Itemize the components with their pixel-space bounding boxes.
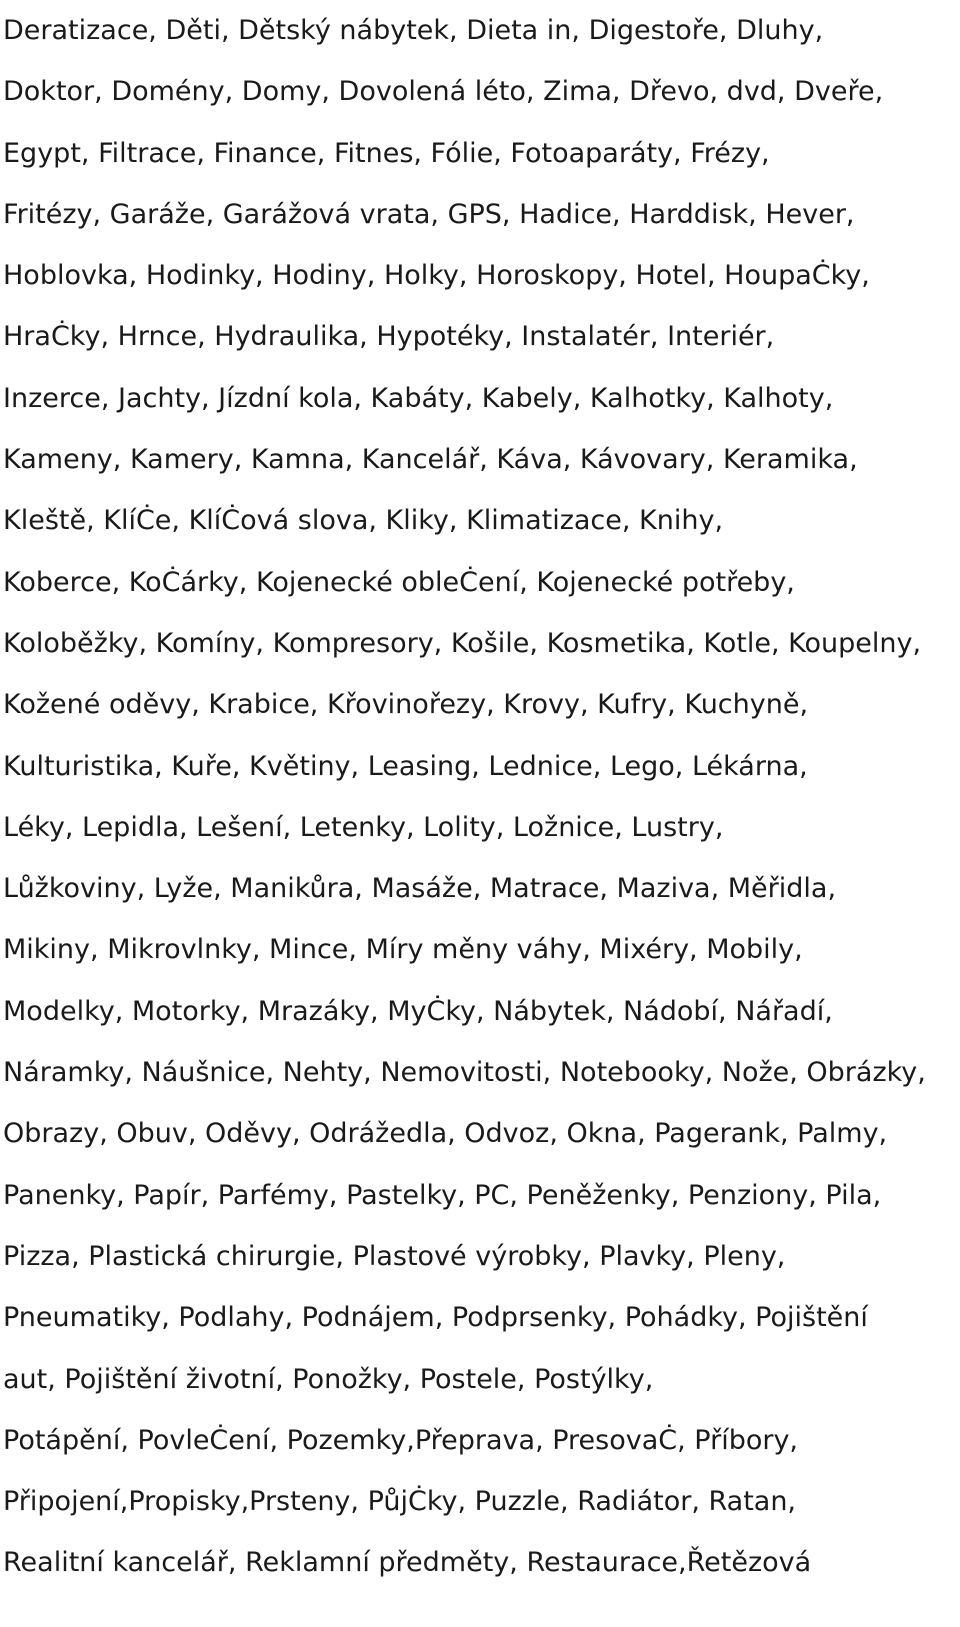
text-line: Koloběžky, Komíny, Kompresory, Košile, Kosmetika, Kotle, Koupelny, [3,627,922,659]
text-line: Pizza, Plastická chirurgie, Plastové výrobky, Plavky, Pleny, [3,1240,786,1272]
text-line: Kožené oděvy, Krabice, Křovinořezy, Krovy, Kufry, Kuchyně, [3,689,809,721]
text-line: Připojení,Propisky,Prsteny, PůjĊky, Puzzle, Radiátor, Ratan, [3,1486,797,1518]
text-line: HraĊky, Hrnce, Hydraulika, Hypotéky, Instalatér, Interiér, [3,321,775,353]
text-line: Deratizace, Děti, Dětský nábytek, Dieta in, Digestoře, Dluhy, [3,15,824,46]
text-line: Inzerce, Jachty, Jízdní kola, Kabáty, Kabely, Kalhotky, Kalhoty, [3,382,834,414]
text-line: Pneumatiky, Podlahy, Podnájem, Podprsenky, Pohádky, Pojištění [3,1302,868,1334]
document-body [3,0,958,1594]
text-line: Kleště, KlíĊe, KlíĊová slova, Kliky, Klimatizace, Knihy, [3,505,724,537]
text-line: Obrazy, Obuv, Oděvy, Odrážedla, Odvoz, Okna, Pagerank, Palmy, [3,1118,888,1150]
text-line: Doktor, Domény, Domy, Dovolená léto, Zima, Dřevo, dvd, Dveře, [3,76,884,108]
text-line: Egypt, Filtrace, Finance, Fitnes, Fólie, Fotoaparáty, Frézy, [3,137,770,169]
text-line: Lůžkoviny, Lyže, Manikůra, Masáže, Matrace, Maziva, Měřidla, [3,873,837,905]
text-line: Panenky, Papír, Parfémy, Pastelky, PC, Peněženky, Penziony, Pila, [3,1179,882,1211]
text-line: Kameny, Kamery, Kamna, Kancelář, Káva, Kávovary, Keramika, [3,444,858,476]
text-line: Koberce, KoĊárky, Kojenecké obleĊení, Kojenecké potřeby, [3,566,795,598]
text-line: Fritézy, Garáže, Garážová vrata, GPS, Hadice, Harddisk, Hever, [3,198,855,230]
text-line: Hoblovka, Hodinky, Hodiny, Holky, Horoskopy, Hotel, HoupaĊky, [3,260,870,292]
text-line: Mikiny, Mikrovlnky, Mince, Míry měny váhy, Mixéry, Mobily, [3,934,803,966]
text-line: Náramky, Náušnice, Nehty, Nemovitosti, Notebooky, Nože, Obrázky, [3,1057,926,1089]
text-line: aut, Pojištění životní, Ponožky, Postele, Postýlky, [3,1363,654,1395]
text-line: Léky, Lepidla, Lešení, Letenky, Lolity, Ložnice, Lustry, [3,811,724,843]
text-line: Realitní kancelář, Reklamní předměty, Restaurace,Řetězová [3,1547,812,1579]
text-line: Kulturistika, Kuře, Květiny, Leasing, Lednice, Lego, Lékárna, [3,750,808,782]
text-line: Potápění, PovleĊení, Pozemky,Přeprava, PresovaĊ, Příbory, [3,1424,799,1456]
text-line: Modelky, Motorky, Mrazáky, MyĊky, Nábytek, Nádobí, Nářadí, [3,995,833,1027]
